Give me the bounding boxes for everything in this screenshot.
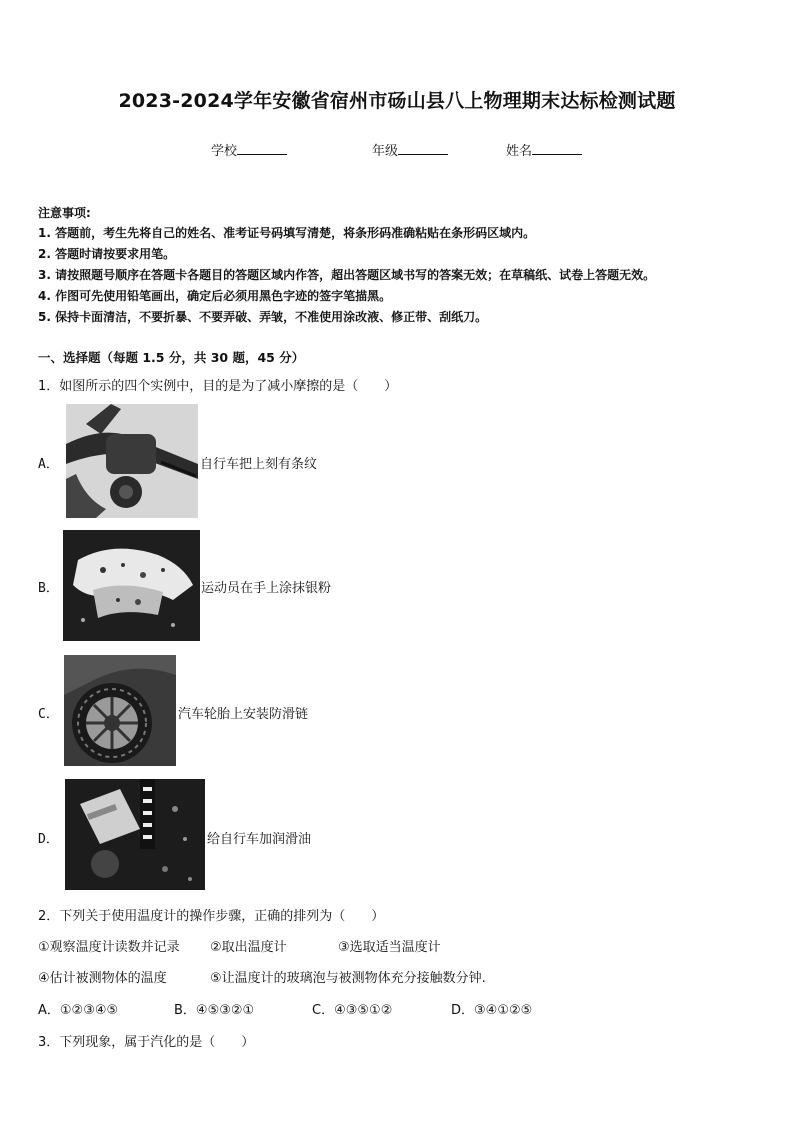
option-c-text: 汽车轮胎上安装防滑链 [178,707,309,722]
oil-bicycle-photo [65,779,205,890]
step-item: ②取出温度计 [210,940,287,955]
school-blank [237,142,287,155]
grade-blank [398,142,448,155]
grade-label: 年级 [372,144,399,159]
question-3-stem: 3．下列现象，属于汽化的是（ ） [38,1035,255,1050]
page-title: 2023-2024学年安徽省宿州市砀山县八上物理期末达标检测试题 [118,90,676,112]
q2-option-d: D．③④①②⑤ [451,1003,533,1018]
name-field [506,140,582,159]
tire-chain-photo [64,655,176,766]
school-label: 学校 [211,144,238,159]
section-heading: 一、选择题（每题 1.5 分，共 30 题，45 分） [38,350,305,365]
step-item: ①观察温度计读数并记录 [38,940,180,955]
grade-field [372,140,448,159]
question-1-stem: 1．如图所示的四个实例中，目的是为了减小摩擦的是（ ） [38,379,398,394]
notes-heading: 注意事项: [38,206,91,220]
question-2-stem: 2．下列关于使用温度计的操作步骤，正确的排列为（ ） [38,909,385,924]
note-item: 1. 答题前，考生先将自己的姓名、准考证号码填写清楚，将条形码准确粘贴在条形码区域内。 [38,226,536,240]
name-blank [532,142,582,155]
option-d-letter: D． [38,832,59,847]
step-item: ③选取适当温度计 [338,940,441,955]
bicycle-handlebar-photo [66,404,198,518]
q2-option-b: B．④⑤③②① [174,1003,255,1018]
note-item: 3. 请按照题号顺序在答题卡各题目的答题区域内作答，超出答题区域书写的答案无效；在草稿纸、试卷上答题无效。 [38,268,656,282]
option-b-letter: B． [38,581,59,596]
note-item: 4. 作图可先使用铅笔画出，确定后必须用黑色字迹的签字笔描黑。 [38,289,392,303]
name-label: 姓名 [506,144,533,159]
option-b-text: 运动员在手上涂抹银粉 [201,581,332,596]
option-a-letter: A． [38,457,59,472]
step-item: ⑤让温度计的玻璃泡与被测物体充分接触数分钟. [210,971,486,986]
note-item: 2. 答题时请按要求用笔。 [38,247,176,261]
q2-option-c: C．④③⑤①② [312,1003,393,1018]
option-c-letter: C． [38,707,59,722]
school-field [211,140,287,159]
note-item: 5. 保持卡面清洁，不要折暴、不要弄破、弄皱，不准使用涂改液、修正带、刮纸刀。 [38,310,488,324]
q2-option-a: A．①②③④⑤ [38,1003,119,1018]
option-d-text: 给自行车加润滑油 [207,832,312,847]
option-a-text: 自行车把上刻有条纹 [200,457,318,472]
chalk-hands-photo [63,530,200,641]
step-item: ④估计被测物体的温度 [38,971,167,986]
